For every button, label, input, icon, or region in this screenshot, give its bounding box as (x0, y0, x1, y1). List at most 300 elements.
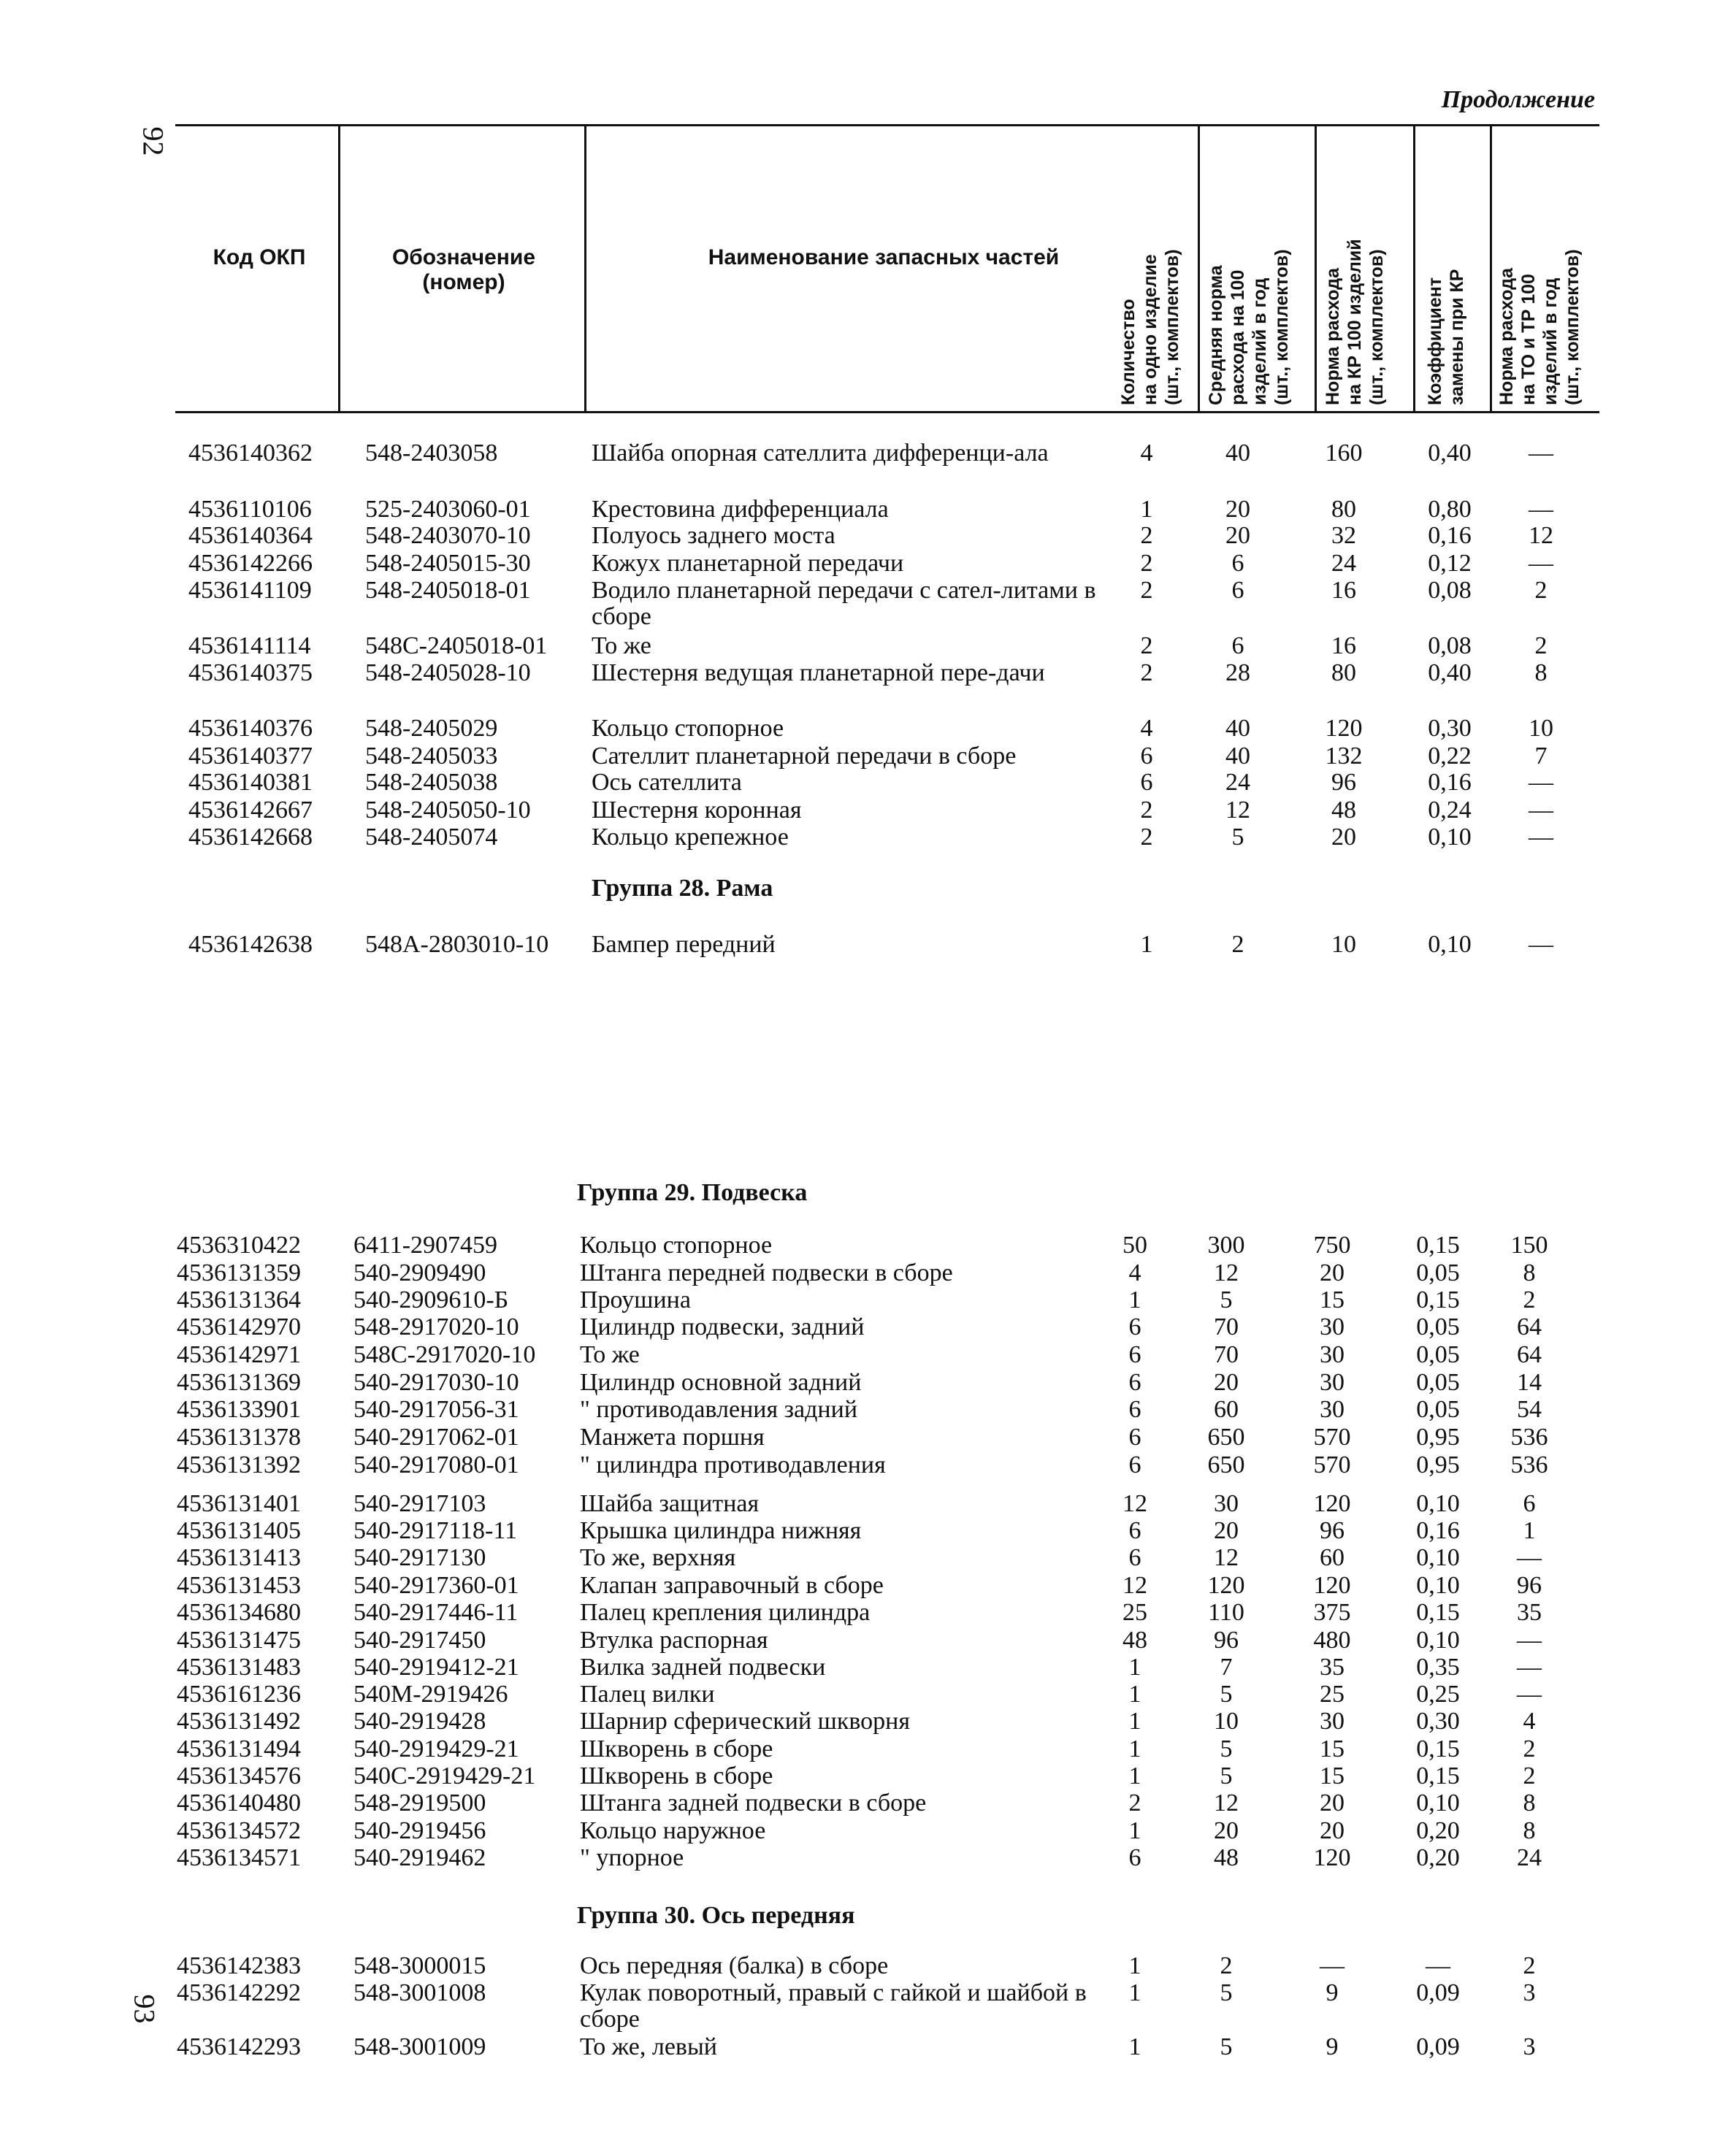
designation: 548-2403058 (365, 440, 498, 467)
qty-per-unit: 1 (1128, 1952, 1141, 1979)
replacement-coef: 0,40 (1428, 659, 1472, 686)
avg-norm: 28 (1225, 659, 1250, 686)
qty-per-unit: 2 (1128, 1789, 1141, 1817)
qty-per-unit: 2 (1140, 632, 1153, 659)
designation: 540-2919462 (353, 1844, 486, 1871)
okp-code: 4536140376 (188, 715, 313, 742)
kr-norm: 375 (1313, 1599, 1351, 1626)
avg-norm: 300 (1207, 1232, 1245, 1259)
to-norm: 8 (1523, 1789, 1536, 1817)
page-number-top: 92 (137, 126, 170, 156)
designation: 548-2405015-30 (365, 550, 531, 577)
avg-norm: 20 (1214, 1517, 1239, 1544)
replacement-coef: 0,20 (1416, 1844, 1460, 1871)
qty-per-unit: 12 (1122, 1490, 1147, 1517)
replacement-coef: 0,95 (1416, 1424, 1460, 1451)
part-name: Шкворень в сборе (580, 1735, 773, 1762)
to-norm: 2 (1523, 1286, 1536, 1313)
designation: 540-2917103 (353, 1490, 486, 1517)
qty-per-unit: 2 (1140, 659, 1153, 686)
part-name: Шайба защитная (580, 1490, 760, 1517)
okp-code: 4536142383 (177, 1952, 301, 1979)
replacement-coef: 0,15 (1416, 1232, 1460, 1259)
to-norm: 6 (1523, 1490, 1536, 1517)
okp-code: 4536140362 (188, 440, 313, 467)
to-norm: 2 (1523, 1735, 1536, 1762)
kr-norm: 570 (1313, 1451, 1351, 1478)
designation: 548-2405050-10 (365, 797, 531, 824)
okp-code: 4536131453 (177, 1572, 301, 1599)
qty-per-unit: 1 (1128, 1708, 1141, 1735)
designation: 540-2917360-01 (353, 1572, 519, 1599)
avg-norm: 5 (1220, 1762, 1233, 1789)
to-norm: 8 (1523, 1817, 1536, 1844)
avg-norm: 20 (1225, 522, 1250, 549)
avg-norm: 20 (1214, 1817, 1239, 1844)
avg-norm: 12 (1214, 1789, 1239, 1817)
qty-per-unit: 4 (1140, 440, 1153, 467)
qty-per-unit: 6 (1128, 1517, 1141, 1544)
to-norm: 2 (1534, 577, 1548, 604)
designation: 548А-2803010-10 (365, 931, 549, 958)
replacement-coef: 0,35 (1416, 1654, 1460, 1681)
part-name: Цилиндр подвески, задний (580, 1313, 865, 1340)
okp-code: 4536141109 (188, 577, 312, 604)
part-name: Кольцо стопорное (580, 1232, 773, 1259)
kr-norm: 480 (1313, 1627, 1351, 1654)
to-norm: 4 (1523, 1708, 1536, 1735)
kr-norm: 120 (1313, 1572, 1351, 1599)
avg-norm: 120 (1207, 1572, 1245, 1599)
qty-per-unit: 2 (1140, 577, 1153, 604)
kr-norm: 120 (1313, 1490, 1351, 1517)
avg-norm: 6 (1231, 632, 1244, 659)
okp-code: 4536110106 (188, 496, 312, 523)
qty-per-unit: 6 (1140, 769, 1153, 796)
okp-code: 4536310422 (177, 1232, 301, 1259)
part-name: Крестовина дифференциала (592, 496, 889, 523)
group-28-title: Группа 28. Рама (592, 875, 773, 902)
okp-code: 4536140364 (188, 522, 313, 549)
designation: 548-2917020-10 (353, 1313, 519, 1340)
replacement-coef: 0,10 (1416, 1789, 1460, 1817)
to-norm: 8 (1534, 659, 1548, 686)
part-name: Шестерня коронная (592, 797, 802, 824)
to-norm: — (1529, 550, 1553, 577)
to-norm: 96 (1517, 1572, 1542, 1599)
replacement-coef: 0,08 (1428, 632, 1472, 659)
replacement-coef: 0,05 (1416, 1341, 1460, 1368)
part-name: Цилиндр основной задний (580, 1369, 862, 1396)
avg-norm: 30 (1214, 1490, 1239, 1517)
part-name: " противодавления задний (580, 1396, 858, 1423)
kr-norm: 20 (1320, 1817, 1345, 1844)
designation: 540-2917130 (353, 1544, 486, 1571)
replacement-coef: 0,05 (1416, 1396, 1460, 1423)
kr-norm: 16 (1331, 577, 1356, 604)
continuation-label: Продолжение (1441, 86, 1595, 113)
kr-norm: 60 (1320, 1544, 1345, 1571)
part-name: Штанга задней подвески в сборе (580, 1789, 927, 1817)
kr-norm: 30 (1320, 1313, 1345, 1340)
qty-per-unit: 1 (1128, 2033, 1141, 2060)
kr-norm: 16 (1331, 632, 1356, 659)
designation: 540М-2919426 (353, 1681, 508, 1708)
qty-per-unit: 4 (1140, 715, 1153, 742)
part-name: Крышка цилиндра нижняя (580, 1517, 862, 1544)
qty-per-unit: 1 (1128, 1735, 1141, 1762)
kr-norm: 25 (1320, 1681, 1345, 1708)
col-divider (584, 126, 586, 412)
designation: 548-2919500 (353, 1789, 486, 1817)
replacement-coef: 0,12 (1428, 550, 1472, 577)
qty-per-unit: 1 (1128, 1979, 1141, 2006)
avg-norm: 48 (1214, 1844, 1239, 1871)
to-norm: 54 (1517, 1396, 1542, 1423)
avg-norm: 12 (1214, 1544, 1239, 1571)
qty-per-unit: 1 (1128, 1286, 1141, 1313)
qty-per-unit: 6 (1128, 1451, 1141, 1478)
replacement-coef: 0,15 (1416, 1599, 1460, 1626)
avg-norm: 7 (1220, 1654, 1233, 1681)
kr-norm: 48 (1331, 797, 1356, 824)
avg-norm: 650 (1207, 1451, 1245, 1478)
part-name: Втулка распорная (580, 1627, 768, 1654)
designation: 548С-2405018-01 (365, 632, 548, 659)
to-norm: — (1517, 1627, 1542, 1654)
designation: 540С-2919429-21 (353, 1762, 536, 1789)
avg-norm: 650 (1207, 1424, 1245, 1451)
replacement-coef: 0,16 (1428, 769, 1472, 796)
qty-per-unit: 2 (1140, 522, 1153, 549)
col-header-qty: Количество на одно изделие (шт., комплектов) (1118, 249, 1182, 405)
qty-per-unit: 6 (1128, 1369, 1141, 1396)
part-name: Шестерня ведущая планетарной пере-дачи (592, 659, 1045, 686)
replacement-coef: 0,25 (1416, 1681, 1460, 1708)
col-header-code: Код ОКП (213, 245, 306, 269)
part-name: Вилка задней подвески (580, 1654, 826, 1681)
col-divider (1413, 126, 1415, 412)
qty-per-unit: 1 (1140, 496, 1153, 523)
designation: 548-2403070-10 (365, 522, 531, 549)
avg-norm: 24 (1225, 769, 1250, 796)
to-norm: 536 (1510, 1424, 1548, 1451)
kr-norm: 120 (1313, 1844, 1351, 1871)
okp-code: 4536142667 (188, 797, 313, 824)
designation: 548С-2917020-10 (353, 1341, 536, 1368)
part-name: Ось передняя (балка) в сборе (580, 1952, 889, 1979)
part-name: Проушина (580, 1286, 691, 1313)
col-divider (338, 126, 340, 412)
qty-per-unit: 1 (1128, 1817, 1141, 1844)
part-name: " цилиндра противодавления (580, 1451, 886, 1478)
part-name: Шайба опорная сателлита дифференци-ала (592, 440, 1049, 467)
okp-code: 4536134571 (177, 1844, 301, 1871)
part-name: Клапан заправочный в сборе (580, 1572, 884, 1599)
designation: 540-2919412-21 (353, 1654, 519, 1681)
replacement-coef: 0,80 (1428, 496, 1472, 523)
okp-code: 4536134680 (177, 1599, 301, 1626)
okp-code: 4536142292 (177, 1979, 301, 2006)
designation: 548-2405038 (365, 769, 498, 796)
replacement-coef: 0,05 (1416, 1313, 1460, 1340)
okp-code: 4536140377 (188, 743, 313, 770)
part-name: " упорное (580, 1844, 684, 1871)
avg-norm: 70 (1214, 1313, 1239, 1340)
col-header-kr: Норма расхода на КР 100 изделий (шт., комплектов) (1323, 239, 1387, 405)
part-name: То же (580, 1341, 640, 1368)
replacement-coef: 0,09 (1416, 2033, 1460, 2060)
to-norm: — (1529, 797, 1553, 824)
avg-norm: 5 (1220, 1681, 1233, 1708)
replacement-coef: 0,30 (1428, 715, 1472, 742)
designation: 540-2917446-11 (353, 1599, 519, 1626)
to-norm: 2 (1534, 632, 1548, 659)
qty-per-unit: 6 (1128, 1313, 1141, 1340)
qty-per-unit: 1 (1140, 931, 1153, 958)
replacement-coef: 0,40 (1428, 440, 1472, 467)
replacement-coef: 0,22 (1428, 743, 1472, 770)
okp-code: 4536140381 (188, 769, 313, 796)
part-name: Кольцо крепежное (592, 824, 789, 851)
part-name: Палец вилки (580, 1681, 715, 1708)
to-norm: 536 (1510, 1451, 1548, 1478)
qty-per-unit: 12 (1122, 1572, 1147, 1599)
okp-code: 4536131392 (177, 1451, 301, 1478)
qty-per-unit: 6 (1128, 1424, 1141, 1451)
group-30-title: Группа 30. Ось передняя (577, 1902, 855, 1929)
okp-code: 4536131413 (177, 1544, 301, 1571)
to-norm: — (1517, 1681, 1542, 1708)
part-name: Кольцо стопорное (592, 715, 784, 742)
to-norm: — (1529, 496, 1553, 523)
qty-per-unit: 2 (1140, 824, 1153, 851)
designation: 540-2909610-Б (353, 1286, 509, 1313)
to-norm: 12 (1529, 522, 1553, 549)
kr-norm: 15 (1320, 1286, 1345, 1313)
okp-code: 4536140375 (188, 659, 313, 686)
to-norm: 7 (1534, 743, 1548, 770)
to-norm: 8 (1523, 1259, 1536, 1286)
kr-norm: 96 (1331, 769, 1356, 796)
okp-code: 4536133901 (177, 1396, 301, 1423)
replacement-coef: 0,08 (1428, 577, 1472, 604)
okp-code: 4536134576 (177, 1762, 301, 1789)
designation: 540-2917056-31 (353, 1396, 519, 1423)
col-header-coef: Коэффициент замены при КР (1425, 269, 1467, 405)
qty-per-unit: 50 (1122, 1232, 1147, 1259)
to-norm: 2 (1523, 1762, 1536, 1789)
part-name: Палец крепления цилиндра (580, 1599, 871, 1626)
kr-norm: 750 (1313, 1232, 1351, 1259)
col-divider (1490, 126, 1492, 412)
kr-norm: 30 (1320, 1708, 1345, 1735)
avg-norm: 40 (1225, 743, 1250, 770)
kr-norm: — (1320, 1952, 1345, 1979)
avg-norm: 96 (1214, 1627, 1239, 1654)
designation: 548-3000015 (353, 1952, 486, 1979)
qty-per-unit: 6 (1128, 1396, 1141, 1423)
okp-code: 4536131364 (177, 1286, 301, 1313)
replacement-coef: 0,05 (1416, 1259, 1460, 1286)
okp-code: 4536131401 (177, 1490, 301, 1517)
qty-per-unit: 6 (1128, 1341, 1141, 1368)
part-name: Сателлит планетарной передачи в сборе (592, 743, 1017, 770)
okp-code: 4536161236 (177, 1681, 301, 1708)
group-29-title: Группа 29. Подвеска (577, 1179, 808, 1206)
designation: 548-2405018-01 (365, 577, 531, 604)
designation: 548-2405074 (365, 824, 498, 851)
avg-norm: 5 (1220, 1286, 1233, 1313)
qty-per-unit: 1 (1128, 1681, 1141, 1708)
avg-norm: 12 (1214, 1259, 1239, 1286)
replacement-coef: 0,15 (1416, 1735, 1460, 1762)
designation: 540-2919456 (353, 1817, 486, 1844)
replacement-coef: 0,15 (1416, 1762, 1460, 1789)
part-name: То же, верхняя (580, 1544, 736, 1571)
to-norm: 14 (1517, 1369, 1542, 1396)
avg-norm: 40 (1225, 715, 1250, 742)
replacement-coef: 0,95 (1416, 1451, 1460, 1478)
col-header-to: Норма расхода на ТО и ТР 100 изделий в год (шт., комплектов) (1496, 249, 1583, 405)
okp-code: 4536131483 (177, 1654, 301, 1681)
part-name: Бампер передний (592, 931, 776, 958)
avg-norm: 5 (1231, 824, 1244, 851)
kr-norm: 80 (1331, 659, 1356, 686)
kr-norm: 570 (1313, 1424, 1351, 1451)
header-bottom-rule (175, 411, 1599, 413)
avg-norm: 70 (1214, 1341, 1239, 1368)
qty-per-unit: 2 (1140, 797, 1153, 824)
designation: 540-2909490 (353, 1259, 486, 1286)
qty-per-unit: 2 (1140, 550, 1153, 577)
avg-norm: 5 (1220, 1735, 1233, 1762)
qty-per-unit: 25 (1122, 1599, 1147, 1626)
to-norm: — (1529, 931, 1553, 958)
to-norm: 3 (1523, 2033, 1536, 2060)
okp-code: 4536140480 (177, 1789, 301, 1817)
avg-norm: 110 (1208, 1599, 1244, 1626)
part-name: Шарнир сферический шкворня (580, 1708, 910, 1735)
qty-per-unit: 6 (1128, 1544, 1141, 1571)
okp-code: 4536131494 (177, 1735, 301, 1762)
kr-norm: 35 (1320, 1654, 1345, 1681)
okp-code: 4536142293 (177, 2033, 301, 2060)
designation: 540-2917062-01 (353, 1424, 519, 1451)
okp-code: 4536142970 (177, 1313, 301, 1340)
kr-norm: 20 (1331, 824, 1356, 851)
avg-norm: 6 (1231, 577, 1244, 604)
kr-norm: 30 (1320, 1396, 1345, 1423)
to-norm: — (1517, 1654, 1542, 1681)
kr-norm: 30 (1320, 1341, 1345, 1368)
part-name: Кожух планетарной передачи (592, 550, 904, 577)
kr-norm: 9 (1326, 1979, 1339, 2006)
kr-norm: 20 (1320, 1789, 1345, 1817)
okp-code: 4536134572 (177, 1817, 301, 1844)
okp-code: 4536131369 (177, 1369, 301, 1396)
okp-code: 4536131359 (177, 1259, 301, 1286)
kr-norm: 80 (1331, 496, 1356, 523)
designation: 540-2919429-21 (353, 1735, 519, 1762)
part-name: Кулак поворотный, правый с гайкой и шайбой в сборе (580, 1979, 1087, 2033)
part-name: Полуось заднего моста (592, 522, 835, 549)
replacement-coef: 0,10 (1416, 1544, 1460, 1571)
to-norm: 64 (1517, 1313, 1542, 1340)
part-name: Ось сателлита (592, 769, 742, 796)
kr-norm: 160 (1325, 440, 1363, 467)
kr-norm: 15 (1320, 1762, 1345, 1789)
to-norm: — (1529, 440, 1553, 467)
header-top-rule (175, 124, 1599, 126)
col-header-designation: Обозначение (номер) (391, 245, 536, 294)
kr-norm: 30 (1320, 1369, 1345, 1396)
replacement-coef: 0,10 (1428, 931, 1472, 958)
avg-norm: 5 (1220, 1979, 1233, 2006)
okp-code: 4536131378 (177, 1424, 301, 1451)
qty-per-unit: 4 (1128, 1259, 1141, 1286)
qty-per-unit: 48 (1122, 1627, 1147, 1654)
to-norm: 35 (1517, 1599, 1542, 1626)
qty-per-unit: 1 (1128, 1762, 1141, 1789)
replacement-coef: 0,30 (1416, 1708, 1460, 1735)
designation: 540-2917450 (353, 1627, 486, 1654)
avg-norm: 6 (1231, 550, 1244, 577)
kr-norm: 32 (1331, 522, 1356, 549)
designation: 6411-2907459 (353, 1232, 498, 1259)
to-norm: — (1529, 769, 1553, 796)
part-name: Водило планетарной передачи с сател-литами в сборе (592, 577, 1096, 630)
to-norm: 1 (1523, 1517, 1536, 1544)
avg-norm: 40 (1225, 440, 1250, 467)
kr-norm: 15 (1320, 1735, 1345, 1762)
part-name: Кольцо наружное (580, 1817, 766, 1844)
replacement-coef: 0,15 (1416, 1286, 1460, 1313)
avg-norm: 60 (1214, 1396, 1239, 1423)
okp-code: 4536142266 (188, 550, 313, 577)
part-name: Штанга передней подвески в сборе (580, 1259, 953, 1286)
designation: 548-2405028-10 (365, 659, 531, 686)
replacement-coef: — (1426, 1952, 1450, 1979)
part-name: Шкворень в сборе (580, 1762, 773, 1789)
avg-norm: 2 (1220, 1952, 1233, 1979)
okp-code: 4536141114 (188, 632, 311, 659)
designation: 548-3001008 (353, 1979, 486, 2006)
col-header-avg: Средняя норма расхода на 100 изделий в год (шт., комплектов) (1206, 249, 1292, 405)
designation: 548-2405029 (365, 715, 498, 742)
replacement-coef: 0,24 (1428, 797, 1472, 824)
to-norm: 3 (1523, 1979, 1536, 2006)
qty-per-unit: 6 (1140, 743, 1153, 770)
to-norm: 10 (1529, 715, 1553, 742)
qty-per-unit: 1 (1128, 1654, 1141, 1681)
designation: 540-2919428 (353, 1708, 486, 1735)
replacement-coef: 0,16 (1416, 1517, 1460, 1544)
kr-norm: 120 (1325, 715, 1363, 742)
avg-norm: 5 (1220, 2033, 1233, 2060)
kr-norm: 9 (1326, 2033, 1339, 2060)
part-name: Манжета поршня (580, 1424, 765, 1451)
designation: 525-2403060-01 (365, 496, 531, 523)
designation: 548-2405033 (365, 743, 498, 770)
kr-norm: 20 (1320, 1259, 1345, 1286)
part-name: То же (592, 632, 651, 659)
col-divider (1198, 126, 1200, 412)
replacement-coef: 0,10 (1416, 1572, 1460, 1599)
to-norm: — (1517, 1544, 1542, 1571)
kr-norm: 10 (1331, 931, 1356, 958)
replacement-coef: 0,10 (1416, 1490, 1460, 1517)
